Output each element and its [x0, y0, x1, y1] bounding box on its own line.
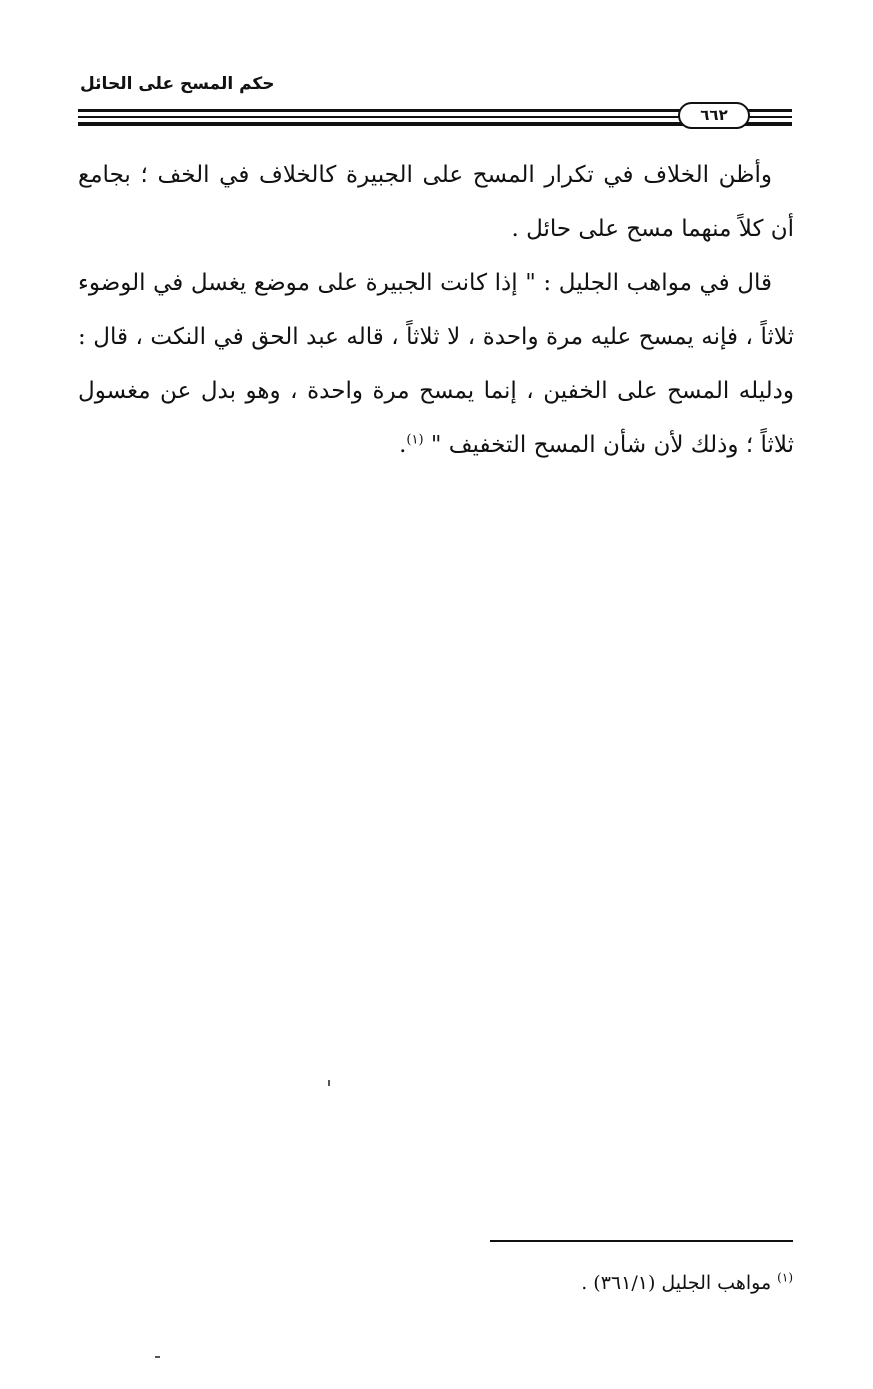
main-text: [78, 148, 794, 472]
paragraph-2-text: قال في مواهب الجليل : " إذا كانت الجبيرة على موضع يغسل في الوضوء ثلاثاً ، فإنه يمسح عليه مرة واحدة ، لا ثلاثاً ، قاله عبد الحق في النكت ، قال : ودليله المسح على الخفين ، إنما يمسح مرة واحدة ، وهو بدل عن مغسول ثلاثاً ؛ وذلك لأن شأن المسح التخفيف ": [78, 270, 794, 458]
page-number-frame: [678, 102, 750, 129]
paragraph-1-text: وأظن الخلاف في تكرار المسح على الجبيرة كالخلاف في الخف ؛ بجامع أن كلاً منهما مسح على حائل .: [78, 162, 794, 242]
paragraph-1: [78, 148, 794, 256]
footnote-reference[interactable]: (١): [406, 432, 424, 448]
footnote-separator: [490, 1240, 793, 1242]
footnote-1: [581, 1268, 793, 1298]
running-header-title: حكم المسح على الحائل: [80, 74, 275, 94]
page-number: ٦٦٢: [700, 106, 728, 124]
scan-speck: [328, 1080, 330, 1086]
closing-punctuation: .: [399, 432, 407, 458]
footnote-marker: (١): [777, 1270, 793, 1285]
paragraph-2: [78, 256, 794, 472]
scan-speck: [155, 1356, 160, 1358]
footnote-text: مواهب الجليل (٣٦١/١) .: [581, 1272, 772, 1294]
